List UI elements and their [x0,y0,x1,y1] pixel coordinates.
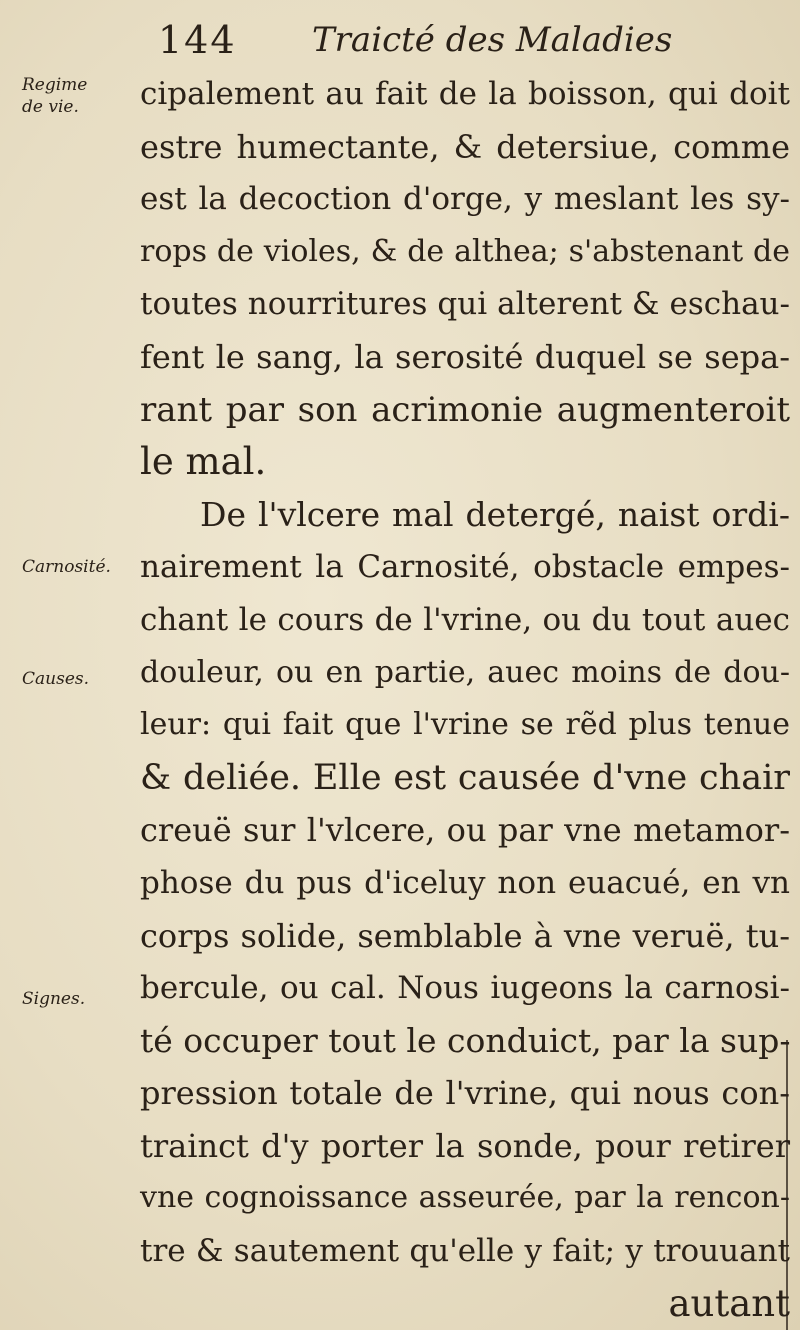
text-line: rops de violes, & de althea; s'abstenant de [140,233,790,269]
text-line: le mal. [140,440,267,484]
text-line: vne cognoissance asseurée, par la rencon- [140,1180,790,1216]
catchword: autant [668,1281,790,1325]
text-line: est la decoction d'orge, y meslant les sy- [140,181,790,218]
margin-note-causes: Causes. [22,669,90,689]
running-title: Traicté des Maladies [312,20,673,60]
text-line: bercule, ou cal. Nous iugeons la carnosi- [140,970,790,1007]
text-line: corps solide, semblable à vne veruë, tu- [140,916,790,955]
page-header [0,18,800,68]
text-line: leur: qui fait que l'vrine se rẽd plus tenue [140,707,790,743]
text-line: toutes nourritures qui alterent & eschau- [140,286,790,323]
text-line: douleur, ou en partie, auec moins de dou- [140,654,790,690]
text-line: chant le cours de l'vrine, ou du tout auec [140,601,790,638]
margin-note-carnosite: Carnosité. [22,557,111,577]
text-line: nairement la Carnosité, obstacle empes- [140,549,790,586]
text-line: fent le sang, la serosité duquel se sepa- [140,337,790,376]
margin-note-regime-line1: Regime [22,75,88,95]
body-text [140,68,790,1330]
text-line: rant par son acrimonie augmenteroit [140,389,790,430]
text-line: creuë sur l'vlcere, ou par vne metamor- [140,811,790,850]
margin-note-regime-line2: de vie. [22,97,79,117]
text-line: De l'vlcere mal detergé, naist ordi- [200,494,790,534]
text-line: phose du pus d'iceluy non euacué, en vn [140,864,790,901]
margin-note-regime [22,74,132,118]
text-line: & deliée. Elle est causée d'vne chair [140,757,790,798]
text-line: té occuper tout le conduict, par la sup- [140,1020,791,1060]
margin-note-signes: Signes. [22,989,86,1009]
page-number: 144 [158,18,237,62]
text-line: tre & sautement qu'elle y fait; y trouuant [140,1233,790,1270]
text-line: estre humectante, & detersiue, comme [140,127,790,166]
text-line: cipalement au fait de la boisson, qui doit [140,76,790,112]
text-line: trainct d'y porter la sonde, pour retirer [140,1126,790,1165]
text-line: pression totale de l'vrine, qui nous con- [140,1074,790,1113]
